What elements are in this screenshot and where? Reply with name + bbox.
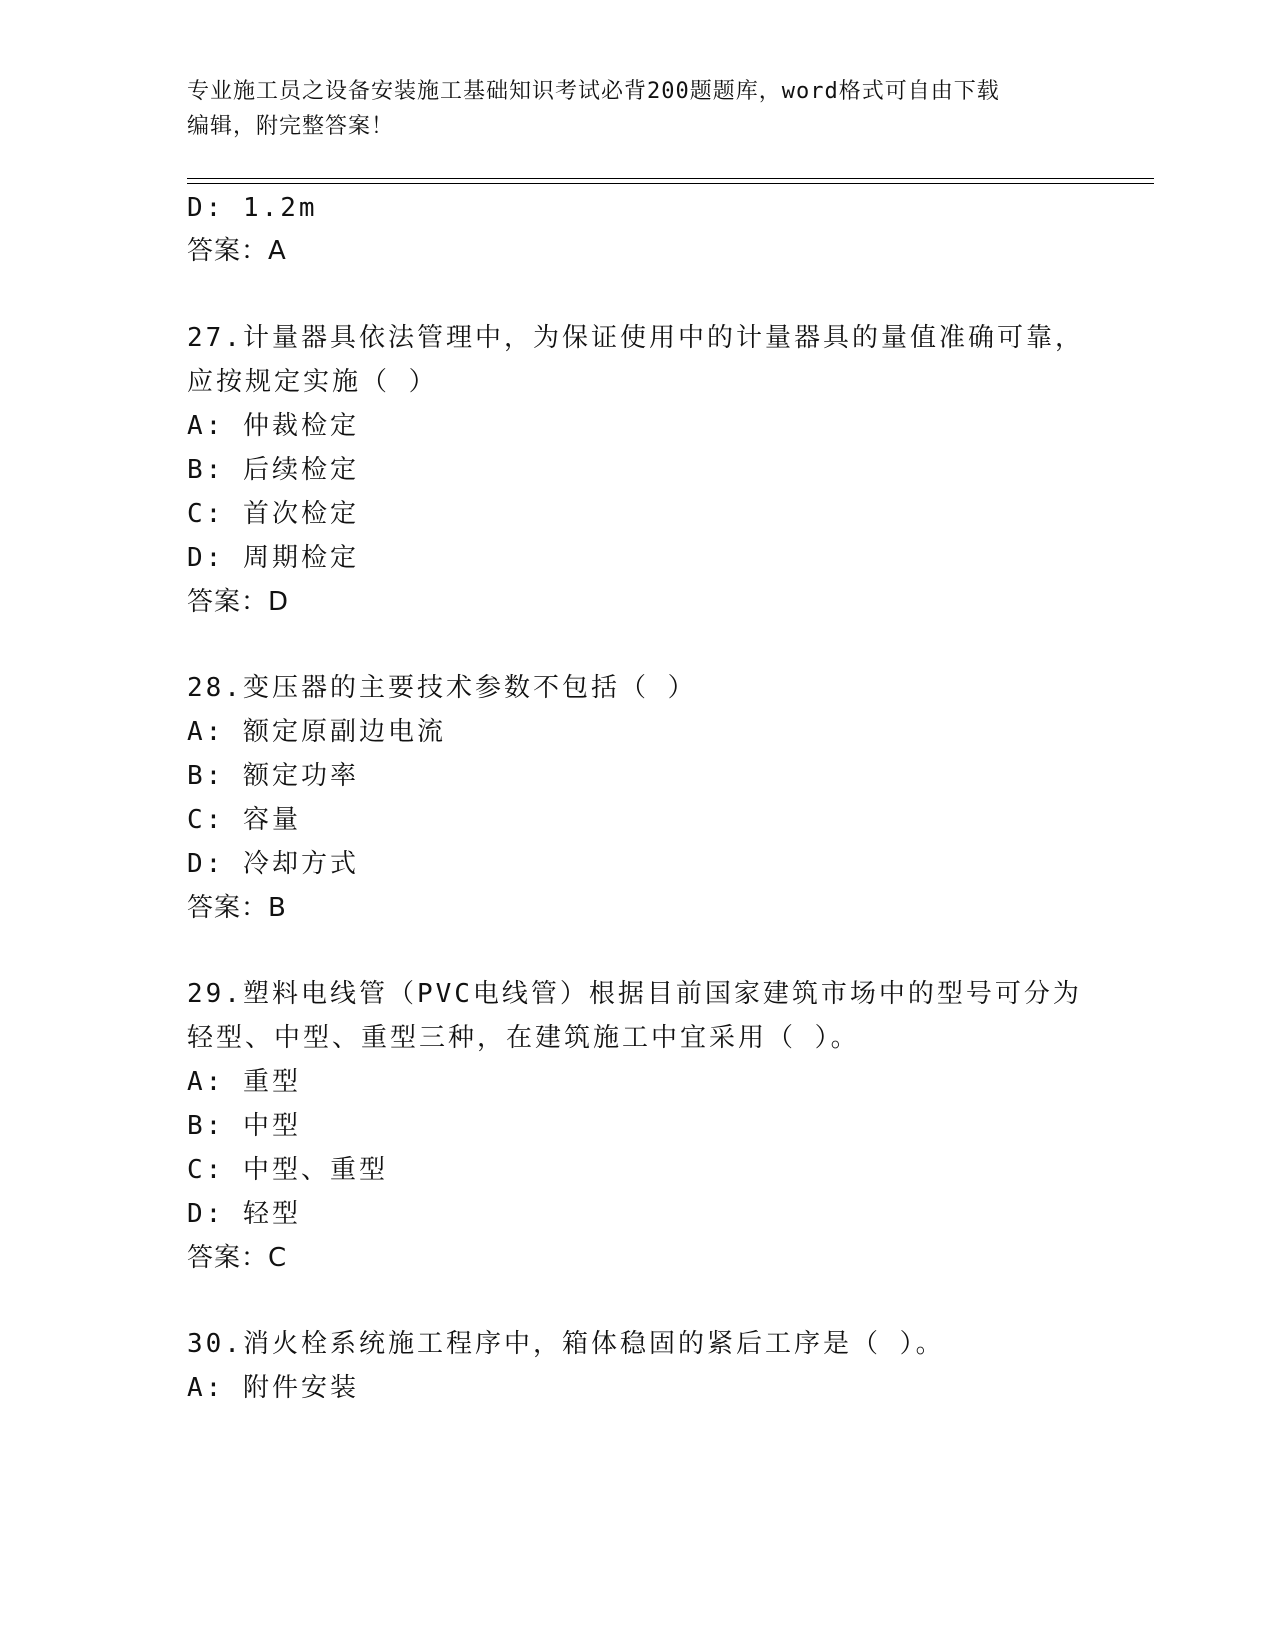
question-29-option-c: C: 中型、重型 — [187, 1155, 388, 1185]
question-27-stem-line-1: 27.计量器具依法管理中，为保证使用中的计量器具的量值准确可靠， — [187, 323, 1084, 353]
question-29-stem-line-2: 轻型、中型、重型三种，在建筑施工中宜采用（ ）。 — [187, 1023, 860, 1053]
question-29-answer: 答案：C — [187, 1243, 288, 1273]
question-28-stem-line-1: 28.变压器的主要技术参数不包括（ ） — [187, 673, 697, 703]
question-30-option-a: A: 附件安装 — [187, 1373, 359, 1403]
prev-question-option-d: D: 1.2m — [187, 193, 318, 223]
prev-question-answer: 答案：A — [187, 236, 287, 266]
header-divider-top — [187, 178, 1154, 179]
question-29-option-b: B: 中型 — [187, 1111, 301, 1141]
question-30-stem-line-1: 30.消火栓系统施工程序中，箱体稳固的紧后工序是（ ）。 — [187, 1329, 945, 1359]
question-28-option-b: B: 额定功率 — [187, 761, 359, 791]
question-28-option-c: C: 容量 — [187, 805, 301, 835]
question-29-option-a: A: 重型 — [187, 1067, 301, 1097]
question-29-option-d: D: 轻型 — [187, 1199, 301, 1229]
question-28-answer: 答案：B — [187, 893, 287, 923]
document-header — [187, 74, 1087, 144]
header-divider-bottom — [187, 183, 1154, 184]
header-title-line-2: 编辑，附完整答案！ — [187, 114, 395, 139]
question-27-option-b: B: 后续检定 — [187, 455, 359, 485]
question-29-stem-line-1: 29.塑料电线管（PVC电线管）根据目前国家建筑市场中的型号可分为 — [187, 979, 1082, 1009]
question-27-stem-line-2: 应按规定实施（ ） — [187, 367, 438, 397]
question-27-option-d: D: 周期检定 — [187, 543, 359, 573]
question-27-answer: 答案：D — [187, 587, 290, 617]
header-title-line-1: 专业施工员之设备安装施工基础知识考试必背200题题库，word格式可自由下载 — [187, 79, 1000, 104]
question-27-option-a: A: 仲裁检定 — [187, 411, 359, 441]
question-28-option-d: D: 冷却方式 — [187, 849, 359, 879]
question-28-option-a: A: 额定原副边电流 — [187, 717, 446, 747]
question-27-option-c: C: 首次检定 — [187, 499, 359, 529]
